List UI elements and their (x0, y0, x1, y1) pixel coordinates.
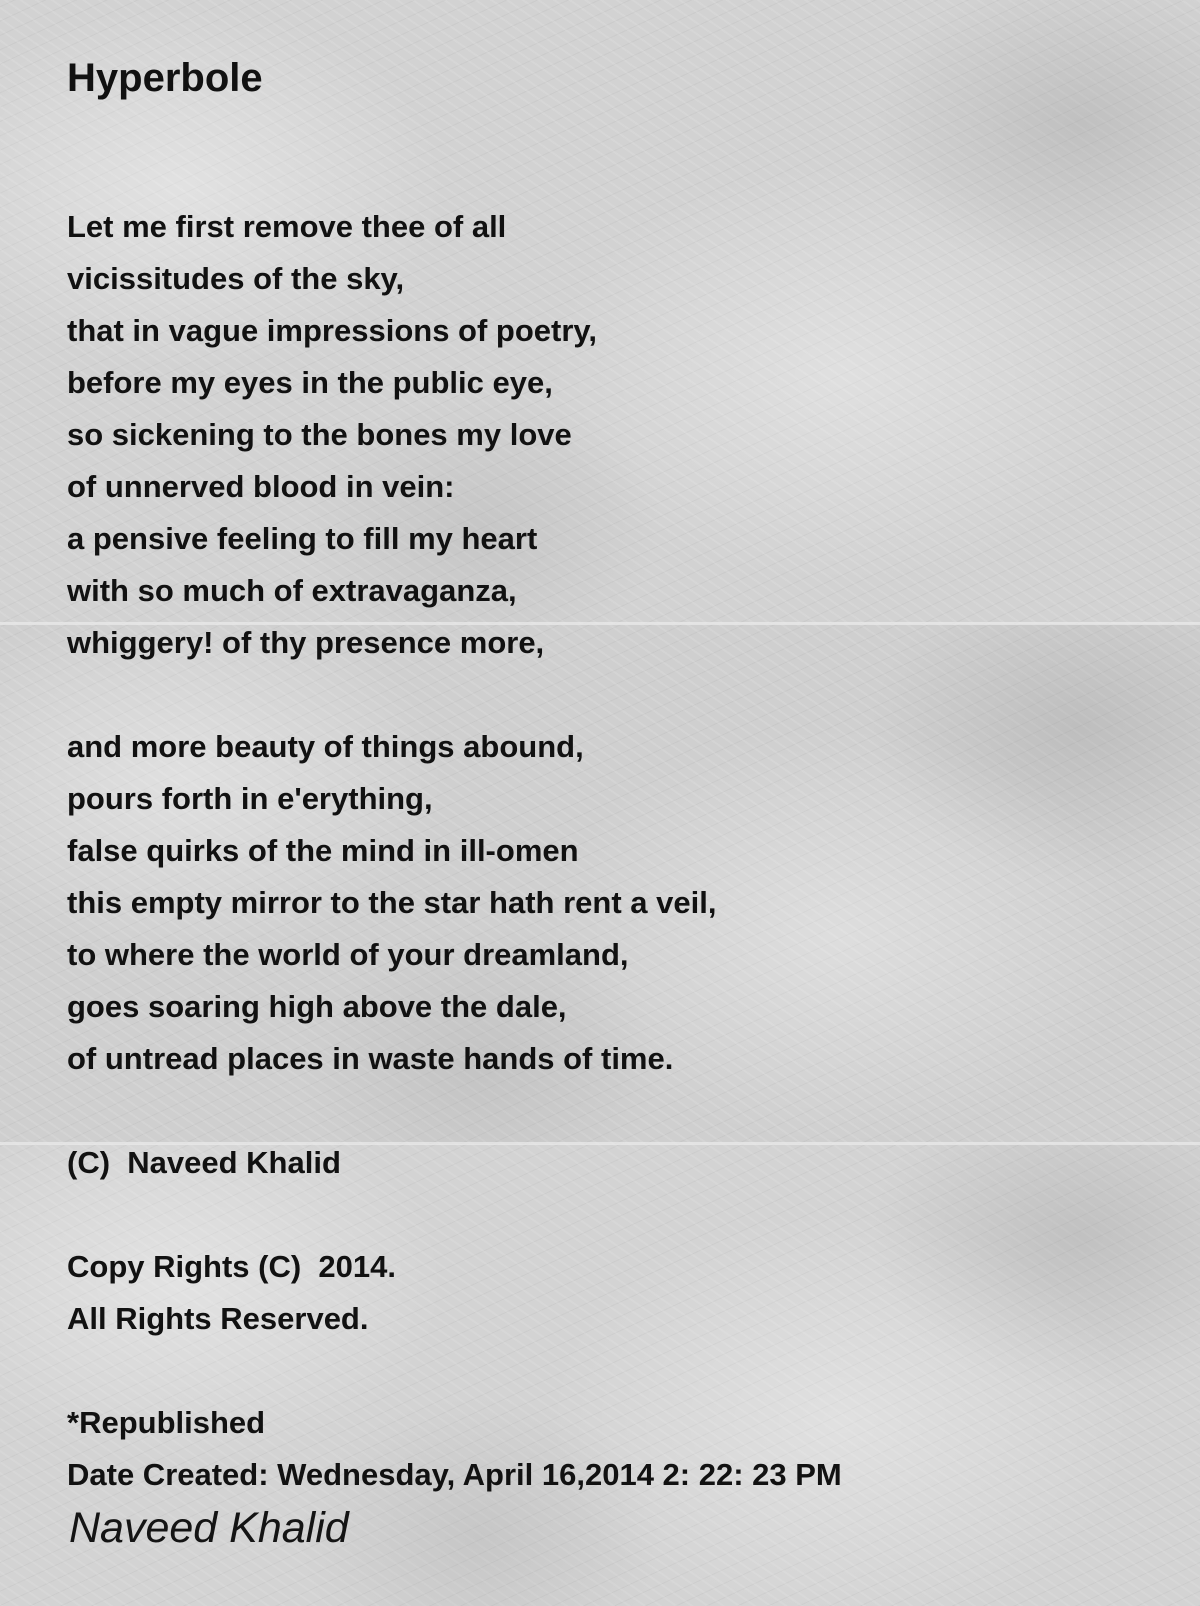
poem-line: with so much of extravaganza, (67, 573, 517, 608)
stanza-break (67, 1345, 1167, 1397)
poem-line: before my eyes in the public eye, (67, 365, 553, 400)
poem-line: this empty mirror to the star hath rent a veil, (67, 885, 717, 920)
poem-content (67, 50, 1167, 1501)
poem-line: whiggery! of thy presence more, (67, 625, 545, 660)
stanza-break (67, 1189, 1167, 1241)
rights-reserved: All Rights Reserved. (67, 1301, 369, 1336)
poem-line: so sickening to the bones my love (67, 417, 572, 452)
stanza-break (67, 1085, 1167, 1137)
republished-note: *Republished (67, 1405, 266, 1440)
poem-line: false quirks of the mind in ill-omen (67, 833, 579, 868)
poem-line: pours forth in e'erything, (67, 781, 433, 816)
author-signature: Naveed Khalid (69, 1504, 349, 1552)
date-created: Date Created: Wednesday, April 16,2014 2: 22: 23 PM (67, 1457, 842, 1492)
poem-line: a pensive feeling to fill my heart (67, 521, 538, 556)
poem-line: of untread places in waste hands of time. (67, 1041, 674, 1076)
poem-body (67, 201, 1167, 1501)
poem-title: Hyperbole (67, 56, 263, 100)
poem-line: goes soaring high above the dale, (67, 989, 567, 1024)
copyright-year: Copy Rights (C) 2014. (67, 1249, 396, 1284)
poem-line: that in vague impressions of poetry, (67, 313, 597, 348)
poem-line: and more beauty of things abound, (67, 729, 584, 764)
stanza-break (67, 669, 1167, 721)
poem-line: to where the world of your dreamland, (67, 937, 629, 972)
poem-line: of unnerved blood in vein: (67, 469, 455, 504)
poem-line: Let me first remove thee of all (67, 209, 507, 244)
copyright-author-line: (C) Naveed Khalid (67, 1145, 341, 1180)
poem-line: vicissitudes of the sky, (67, 261, 405, 296)
